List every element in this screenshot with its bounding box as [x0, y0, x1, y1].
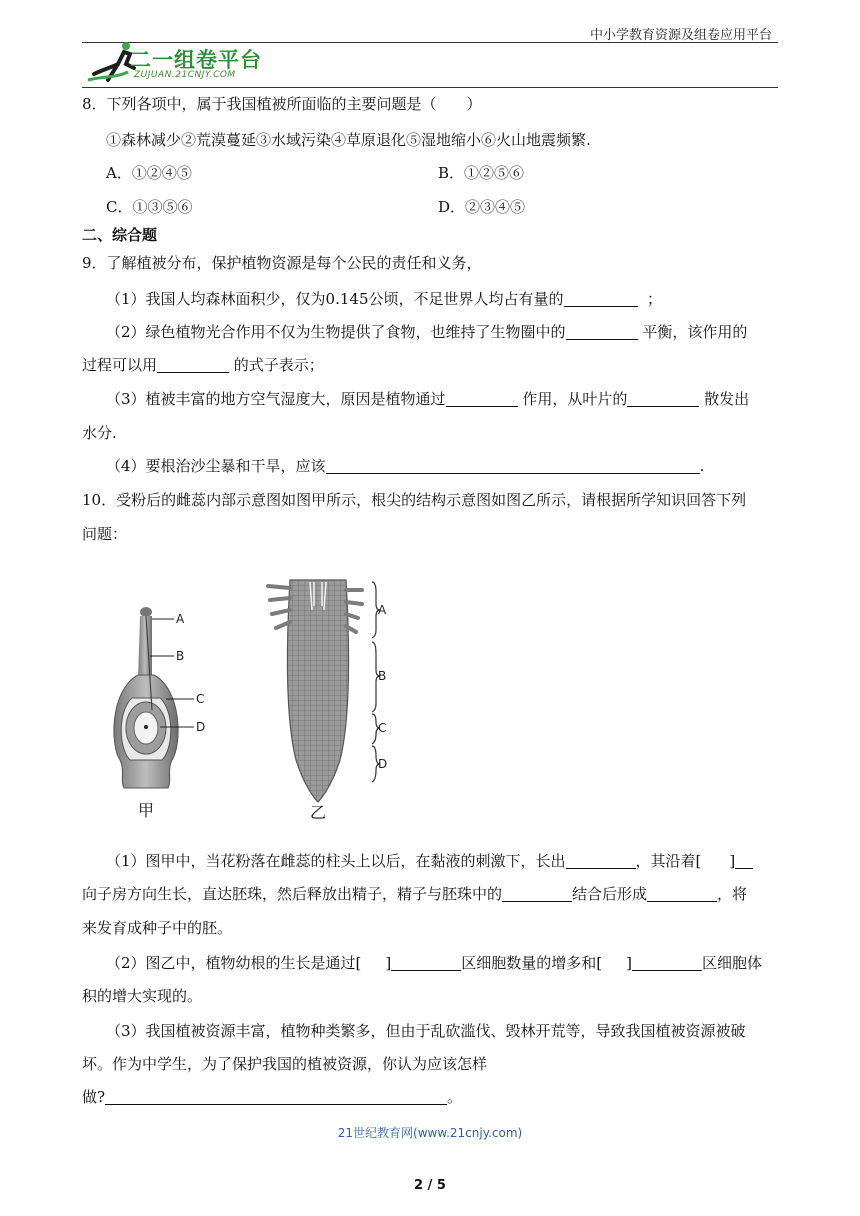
q10-part3: （3）我国植被资源丰富，植物种类繁多，但由于乱砍滥伐、毁林开荒等，导致我国植被资源被破	[106, 1022, 746, 1040]
q10-part2-cont: 积的增大实现的。	[82, 987, 203, 1005]
q9-part3	[106, 389, 749, 409]
q10-stem: 10．受粉后的雌蕊内部示意图如图甲所示，根尖的结构示意图如图乙所示，请根据所学知识回答下列	[82, 491, 747, 509]
yi-label-a: A	[378, 603, 387, 617]
jia-label-b: B	[176, 649, 185, 663]
jia-label-d: D	[196, 720, 206, 734]
jia-label-c: C	[196, 692, 205, 706]
q10-part1-text5: ，将	[717, 885, 748, 903]
answer-blank[interactable]	[627, 390, 699, 407]
q9-part4-text: （4）要根治沙尘暴和干旱，应该	[106, 457, 326, 475]
root-tip-diagram	[268, 580, 380, 802]
q9-part4-end: .	[699, 457, 705, 475]
q10-part3-end: 。	[447, 1088, 463, 1106]
answer-blank[interactable]	[157, 356, 229, 373]
figures	[100, 570, 420, 830]
q9-part2-text4: 的式子表示；	[233, 356, 324, 374]
q10-part3-cont: 坏。作为中学生，为了保护我国的植被资源，你认为应该怎样	[82, 1055, 488, 1073]
q8-option-c: C．①③⑤⑥	[106, 198, 193, 216]
q10-part2-bracket-close: ]	[385, 954, 392, 972]
pistil-diagram	[114, 607, 194, 788]
yi-caption: 乙	[310, 803, 327, 822]
q10-part2-text3: 区细胞体	[701, 954, 762, 972]
answer-blank[interactable]	[502, 885, 572, 902]
q9-part2-text2: 平衡，该作用的	[642, 323, 748, 341]
q9-part2	[106, 322, 747, 342]
q8-option-b: B．①②⑤⑥	[438, 164, 525, 182]
answer-blank[interactable]	[735, 852, 753, 869]
answer-blank[interactable]	[564, 290, 638, 307]
q9-part1-text: （1）我国人均森林面积少，仅为0.145公顷，不足世界人均占有量的	[106, 290, 564, 308]
q10-part2-text2: 区细胞数量的增多和[	[461, 954, 603, 972]
answer-blank[interactable]	[632, 954, 702, 971]
section-title: 二、综合题	[82, 226, 158, 244]
q10-part2-text: （2）图乙中，植物幼根的生长是通过[	[106, 954, 362, 972]
header-rule-bottom	[82, 87, 778, 88]
answer-blank[interactable]	[326, 457, 700, 474]
q10-part1-text: （1）图甲中，当花粉落在雌蕊的柱头上以后，在黏液的刺激下，长出	[106, 852, 566, 870]
q9-part1	[106, 289, 662, 309]
q10-part3-cont2	[82, 1087, 462, 1107]
q9-part2-text: （2）绿色植物光合作用不仅为生物提供了食物，也维持了生物圈中的	[106, 323, 566, 341]
footer-link[interactable]: 21世纪教育网(www.21cnjy.com)	[337, 1126, 523, 1140]
answer-blank[interactable]	[647, 885, 717, 902]
answer-blank[interactable]	[566, 852, 636, 869]
answer-blank[interactable]	[566, 323, 638, 340]
q10-part1-bracket-close: ]	[729, 852, 736, 870]
q8-items: ①森林减少②荒漠蔓延③水域污染④草原退化⑤湿地缩小⑥火山地震频繁.	[106, 131, 591, 149]
q10-part1	[106, 851, 753, 871]
q9-part3-text2: 作用，从叶片的	[522, 390, 628, 408]
q9-part1-end: ；	[647, 290, 663, 308]
answer-blank[interactable]	[391, 954, 461, 971]
q9-part2-cont	[82, 355, 324, 375]
jia-caption: 甲	[138, 801, 155, 820]
q9-part2-text3: 过程可以用	[82, 356, 158, 374]
q10-part2-bracket-close2: ]	[626, 954, 632, 972]
q9-part3-text3: 散发出	[704, 390, 750, 408]
q10-part3-text: 做?	[82, 1088, 106, 1106]
q10-stem-cont: 问题：	[82, 525, 128, 543]
q8-stem: 8．下列各项中，属于我国植被所面临的主要问题是（ ）	[82, 95, 482, 113]
logo-text: 二一组卷平台	[130, 48, 262, 72]
q8-option-d: D．②③④⑤	[438, 198, 526, 216]
q9-part4	[106, 456, 704, 476]
q9-stem: 9．了解植被分布，保护植物资源是每个公民的责任和义务，	[82, 254, 482, 272]
q10-part1-cont	[82, 884, 747, 904]
q9-part3-text: （3）植被丰富的地方空气湿度大，原因是植物通过	[106, 390, 446, 408]
answer-blank[interactable]	[446, 390, 518, 407]
yi-label-c: C	[378, 721, 387, 735]
yi-label-b: B	[378, 669, 387, 683]
q10-part1-cont2: 来发育成种子中的胚。	[82, 919, 233, 937]
q10-part1-text2: ，其沿着[	[635, 852, 702, 870]
platform-name: 中小学教育资源及组卷应用平台	[589, 28, 772, 43]
q10-part1-text4: 结合后形成	[572, 885, 648, 903]
q10-part1-text3: 向子房方向生长，直达胚珠，然后释放出精子，精子与胚珠中的	[82, 885, 503, 903]
q8-option-a: A．①②④⑤	[106, 164, 192, 182]
q9-part3-cont: 水分.	[82, 424, 117, 442]
q10-part2	[106, 953, 762, 973]
page-number: 2 / 5	[414, 1178, 446, 1193]
jia-label-a: A	[176, 612, 185, 626]
answer-blank[interactable]	[105, 1088, 447, 1105]
logo-subtitle: ZUJUAN.21CNJY.COM	[134, 70, 236, 80]
yi-label-d: D	[378, 757, 388, 771]
